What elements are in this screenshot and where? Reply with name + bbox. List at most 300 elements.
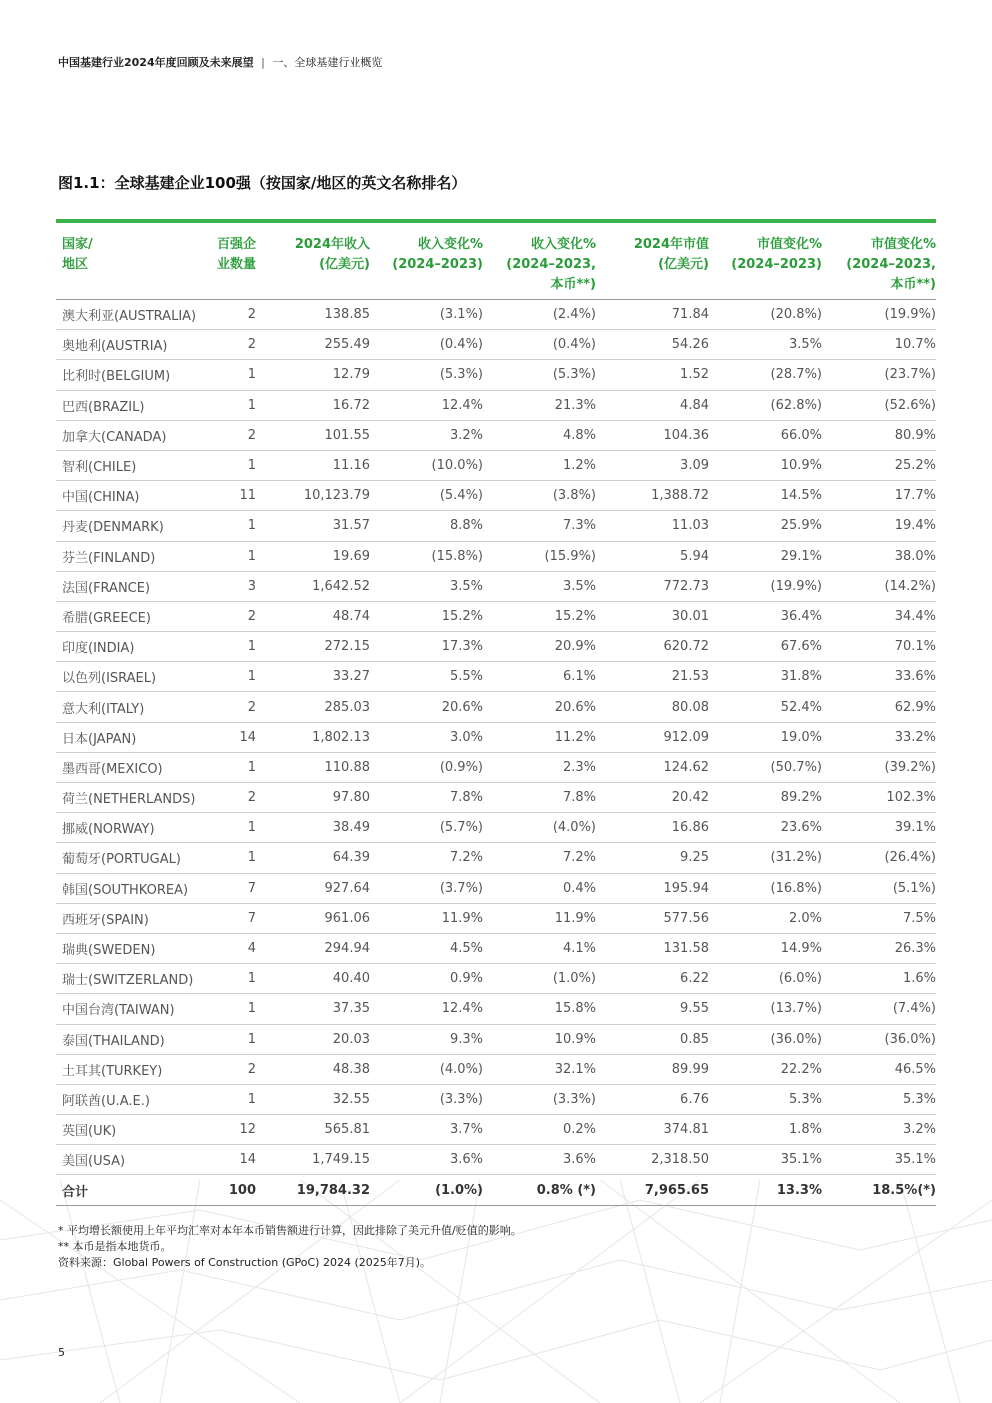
value-cell: 7.3% (483, 511, 596, 541)
value-cell: 110.88 (256, 752, 370, 782)
column-header-line: 业数量 (216, 257, 256, 272)
value-cell: 11.16 (256, 450, 370, 480)
value-cell: 33.2% (822, 722, 936, 752)
value-cell: 15.2% (370, 601, 483, 631)
value-cell: 20.03 (256, 1024, 370, 1054)
column-header (822, 223, 936, 300)
country-cell: 中国(CHINA) (56, 481, 206, 511)
value-cell: 15.8% (483, 994, 596, 1024)
value-cell: 48.74 (256, 601, 370, 631)
value-cell: 1 (206, 1084, 256, 1114)
footnote-2: ** 本币是指本地货币。 (58, 1240, 172, 1253)
table-row (56, 1054, 936, 1084)
value-cell: 1 (206, 390, 256, 420)
value-cell: 7.2% (370, 843, 483, 873)
column-header-line: (2024–2023, (846, 257, 936, 272)
value-cell: (4.0%) (483, 813, 596, 843)
value-cell: 89.99 (596, 1054, 709, 1084)
table-row (56, 933, 936, 963)
table-row (56, 964, 936, 994)
value-cell: 3.0% (370, 722, 483, 752)
value-cell: 104.36 (596, 420, 709, 450)
value-cell: 70.1% (822, 632, 936, 662)
value-cell: 961.06 (256, 903, 370, 933)
column-header (206, 223, 256, 300)
value-cell: (19.9%) (822, 300, 936, 330)
value-cell: 195.94 (596, 873, 709, 903)
value-cell: 565.81 (256, 1115, 370, 1145)
value-cell: 19.69 (256, 541, 370, 571)
value-cell: 1 (206, 632, 256, 662)
country-cell: 韩国(SOUTHKOREA) (56, 873, 206, 903)
value-cell: 80.08 (596, 692, 709, 722)
value-cell: (19.9%) (709, 571, 822, 601)
value-cell: 46.5% (822, 1054, 936, 1084)
value-cell: 66.0% (709, 420, 822, 450)
value-cell: 7.5% (822, 903, 936, 933)
value-cell: 14 (206, 1145, 256, 1175)
country-cell: 芬兰(FINLAND) (56, 541, 206, 571)
value-cell: (36.0%) (709, 1024, 822, 1054)
column-header (483, 223, 596, 300)
value-cell: 4.5% (370, 933, 483, 963)
country-cell: 智利(CHILE) (56, 450, 206, 480)
value-cell: 3.5% (709, 330, 822, 360)
value-cell: (7.4%) (822, 994, 936, 1024)
country-cell: 澳大利亚(AUSTRALIA) (56, 300, 206, 330)
total-value: 13.3% (709, 1175, 822, 1205)
header-separator: | (261, 56, 265, 69)
country-cell: 挪威(NORWAY) (56, 813, 206, 843)
value-cell: 1,642.52 (256, 571, 370, 601)
value-cell: 1 (206, 1024, 256, 1054)
value-cell: 1,802.13 (256, 722, 370, 752)
country-cell: 比利时(BELGIUM) (56, 360, 206, 390)
value-cell: 1 (206, 541, 256, 571)
value-cell: (5.3%) (483, 360, 596, 390)
value-cell: 1,388.72 (596, 481, 709, 511)
value-cell: 3.6% (483, 1145, 596, 1175)
value-cell: 5.3% (822, 1084, 936, 1114)
value-cell: (5.1%) (822, 873, 936, 903)
value-cell: 14 (206, 722, 256, 752)
value-cell: 1 (206, 813, 256, 843)
country-cell: 奥地利(AUSTRIA) (56, 330, 206, 360)
document-title: 中国基建行业2024年度回顾及未来展望 (58, 56, 254, 69)
value-cell: 374.81 (596, 1115, 709, 1145)
value-cell: 16.72 (256, 390, 370, 420)
value-cell: 67.6% (709, 632, 822, 662)
column-header-line: 2024年市值 (633, 237, 709, 252)
value-cell: (3.8%) (483, 481, 596, 511)
country-cell: 瑞士(SWITZERLAND) (56, 964, 206, 994)
footnotes (58, 1223, 522, 1271)
value-cell: 285.03 (256, 692, 370, 722)
value-cell: 912.09 (596, 722, 709, 752)
value-cell: (31.2%) (709, 843, 822, 873)
footnote-1: * 平均增长额使用上年平均汇率对本年本币销售额进行计算，因此排除了美元升值/贬值的影响。 (58, 1224, 522, 1237)
country-cell: 意大利(ITALY) (56, 692, 206, 722)
country-cell: 以色列(ISRAEL) (56, 662, 206, 692)
value-cell: 21.3% (483, 390, 596, 420)
table-row (56, 541, 936, 571)
value-cell: 8.8% (370, 511, 483, 541)
value-cell: 3.6% (370, 1145, 483, 1175)
value-cell: 1.8% (709, 1115, 822, 1145)
table-row (56, 1084, 936, 1114)
value-cell: (20.8%) (709, 300, 822, 330)
country-cell: 土耳其(TURKEY) (56, 1054, 206, 1084)
value-cell: 577.56 (596, 903, 709, 933)
value-cell: 2 (206, 601, 256, 631)
value-cell: 25.2% (822, 450, 936, 480)
value-cell: 35.1% (709, 1145, 822, 1175)
value-cell: (3.7%) (370, 873, 483, 903)
value-cell: 7 (206, 873, 256, 903)
value-cell: (5.3%) (370, 360, 483, 390)
value-cell: 16.86 (596, 813, 709, 843)
value-cell: 1.52 (596, 360, 709, 390)
value-cell: 38.0% (822, 541, 936, 571)
column-header-line: 本币**) (550, 277, 596, 292)
value-cell: (0.4%) (483, 330, 596, 360)
value-cell: 22.2% (709, 1054, 822, 1084)
column-header-line: 市值变化% (870, 237, 936, 252)
value-cell: 101.55 (256, 420, 370, 450)
value-cell: 20.6% (483, 692, 596, 722)
table-row (56, 1145, 936, 1175)
value-cell: 272.15 (256, 632, 370, 662)
value-cell: 37.35 (256, 994, 370, 1024)
total-value: 18.5%(*) (822, 1175, 936, 1205)
value-cell: 35.1% (822, 1145, 936, 1175)
value-cell: 3.2% (370, 420, 483, 450)
table-row (56, 420, 936, 450)
column-header-line: (2024–2023) (731, 257, 822, 272)
page-header (58, 54, 382, 70)
column-header (256, 223, 370, 300)
value-cell: 17.3% (370, 632, 483, 662)
value-cell: 11.9% (370, 903, 483, 933)
value-cell: (23.7%) (822, 360, 936, 390)
value-cell: 33.27 (256, 662, 370, 692)
country-cell: 中国台湾(TAIWAN) (56, 994, 206, 1024)
value-cell: 3 (206, 571, 256, 601)
value-cell: 11 (206, 481, 256, 511)
value-cell: 2.3% (483, 752, 596, 782)
table-row (56, 632, 936, 662)
value-cell: 14.9% (709, 933, 822, 963)
value-cell: 4.84 (596, 390, 709, 420)
value-cell: 2 (206, 330, 256, 360)
table-row (56, 783, 936, 813)
value-cell: 21.53 (596, 662, 709, 692)
value-cell: (4.0%) (370, 1054, 483, 1084)
value-cell: 20.9% (483, 632, 596, 662)
value-cell: 64.39 (256, 843, 370, 873)
country-cell: 美国(USA) (56, 1145, 206, 1175)
total-value: 0.8% (*) (483, 1175, 596, 1205)
country-cell: 泰国(THAILAND) (56, 1024, 206, 1054)
table-row (56, 662, 936, 692)
table-row (56, 873, 936, 903)
value-cell: 97.80 (256, 783, 370, 813)
column-header-line: (亿美元) (658, 257, 709, 272)
value-cell: 10.7% (822, 330, 936, 360)
value-cell: 6.1% (483, 662, 596, 692)
value-cell: 15.2% (483, 601, 596, 631)
table-row (56, 390, 936, 420)
value-cell: 1.6% (822, 964, 936, 994)
value-cell: 6.76 (596, 1084, 709, 1114)
column-header (370, 223, 483, 300)
source-note: 资料来源：Global Powers of Construction (GPoC) 2024 (2025年7月)。 (58, 1256, 432, 1269)
table-row (56, 752, 936, 782)
country-cell: 日本(JAPAN) (56, 722, 206, 752)
value-cell: 1 (206, 994, 256, 1024)
value-cell: (0.4%) (370, 330, 483, 360)
value-cell: 1 (206, 752, 256, 782)
value-cell: 3.2% (822, 1115, 936, 1145)
country-cell: 西班牙(SPAIN) (56, 903, 206, 933)
value-cell: (10.0%) (370, 450, 483, 480)
country-cell: 丹麦(DENMARK) (56, 511, 206, 541)
total-value: 19,784.32 (256, 1175, 370, 1205)
column-header-line: (2024–2023) (392, 257, 483, 272)
value-cell: 124.62 (596, 752, 709, 782)
value-cell: 2 (206, 692, 256, 722)
column-header-line: 本币**) (890, 277, 936, 292)
value-cell: 1.2% (483, 450, 596, 480)
value-cell: 294.94 (256, 933, 370, 963)
value-cell: 11.9% (483, 903, 596, 933)
value-cell: (36.0%) (822, 1024, 936, 1054)
value-cell: (5.4%) (370, 481, 483, 511)
value-cell: (15.9%) (483, 541, 596, 571)
value-cell: 7.8% (483, 783, 596, 813)
value-cell: 25.9% (709, 511, 822, 541)
value-cell: 138.85 (256, 300, 370, 330)
country-cell: 荷兰(NETHERLANDS) (56, 783, 206, 813)
value-cell: 40.40 (256, 964, 370, 994)
value-cell: 1 (206, 511, 256, 541)
value-cell: (2.4%) (483, 300, 596, 330)
value-cell: 5.5% (370, 662, 483, 692)
table-row (56, 843, 936, 873)
country-cell: 墨西哥(MEXICO) (56, 752, 206, 782)
page-number: 5 (58, 1346, 65, 1359)
country-cell: 阿联酋(U.A.E.) (56, 1084, 206, 1114)
value-cell: 2.0% (709, 903, 822, 933)
value-cell: 11.03 (596, 511, 709, 541)
table-row (56, 601, 936, 631)
total-label: 合计 (56, 1175, 206, 1205)
value-cell: 33.6% (822, 662, 936, 692)
column-header-line: 收入变化% (530, 237, 596, 252)
value-cell: (28.7%) (709, 360, 822, 390)
country-cell: 法国(FRANCE) (56, 571, 206, 601)
column-header-line: (2024–2023, (506, 257, 596, 272)
value-cell: 1 (206, 964, 256, 994)
value-cell: 31.8% (709, 662, 822, 692)
value-cell: 2 (206, 783, 256, 813)
value-cell: 89.2% (709, 783, 822, 813)
value-cell: 31.57 (256, 511, 370, 541)
figure-title: 图1.1：全球基建企业100强（按国家/地区的英文名称排名） (58, 174, 467, 192)
table-row (56, 692, 936, 722)
value-cell: 1 (206, 450, 256, 480)
table-row (56, 300, 936, 330)
value-cell: 3.5% (483, 571, 596, 601)
value-cell: 48.38 (256, 1054, 370, 1084)
country-cell: 瑞典(SWEDEN) (56, 933, 206, 963)
value-cell: 1 (206, 843, 256, 873)
value-cell: 10,123.79 (256, 481, 370, 511)
column-header-line: 收入变化% (417, 237, 483, 252)
value-cell: (52.6%) (822, 390, 936, 420)
value-cell: 12 (206, 1115, 256, 1145)
country-cell: 加拿大(CANADA) (56, 420, 206, 450)
value-cell: 3.09 (596, 450, 709, 480)
value-cell: 7.2% (483, 843, 596, 873)
value-cell: 12.79 (256, 360, 370, 390)
value-cell: 0.4% (483, 873, 596, 903)
value-cell: 772.73 (596, 571, 709, 601)
table-header-row (56, 223, 936, 300)
value-cell: 17.7% (822, 481, 936, 511)
table-row (56, 1115, 936, 1145)
value-cell: 12.4% (370, 994, 483, 1024)
value-cell: 38.49 (256, 813, 370, 843)
total-value: 7,965.65 (596, 1175, 709, 1205)
table-row (56, 360, 936, 390)
value-cell: 2 (206, 420, 256, 450)
table-row (56, 330, 936, 360)
value-cell: 9.3% (370, 1024, 483, 1054)
country-cell: 希腊(GREECE) (56, 601, 206, 631)
column-header (56, 223, 206, 300)
value-cell: 1,749.15 (256, 1145, 370, 1175)
value-cell: 71.84 (596, 300, 709, 330)
value-cell: 32.1% (483, 1054, 596, 1084)
value-cell: (3.1%) (370, 300, 483, 330)
value-cell: 4.8% (483, 420, 596, 450)
value-cell: 19.4% (822, 511, 936, 541)
value-cell: 10.9% (483, 1024, 596, 1054)
value-cell: 62.9% (822, 692, 936, 722)
column-header-line: 百强企 (216, 237, 256, 252)
value-cell: 80.9% (822, 420, 936, 450)
value-cell: 9.55 (596, 994, 709, 1024)
value-cell: (14.2%) (822, 571, 936, 601)
table-row (56, 903, 936, 933)
value-cell: (26.4%) (822, 843, 936, 873)
value-cell: (3.3%) (483, 1084, 596, 1114)
column-header-line: 2024年收入 (294, 237, 370, 252)
value-cell: 39.1% (822, 813, 936, 843)
value-cell: 29.1% (709, 541, 822, 571)
country-cell: 印度(INDIA) (56, 632, 206, 662)
value-cell: 102.3% (822, 783, 936, 813)
table-row (56, 571, 936, 601)
value-cell: 30.01 (596, 601, 709, 631)
value-cell: 2 (206, 300, 256, 330)
value-cell: 54.26 (596, 330, 709, 360)
value-cell: (16.8%) (709, 873, 822, 903)
table-row (56, 994, 936, 1024)
value-cell: 9.25 (596, 843, 709, 873)
value-cell: (1.0%) (483, 964, 596, 994)
value-cell: 5.94 (596, 541, 709, 571)
value-cell: 3.5% (370, 571, 483, 601)
value-cell: 4 (206, 933, 256, 963)
value-cell: 20.6% (370, 692, 483, 722)
value-cell: 26.3% (822, 933, 936, 963)
value-cell: 255.49 (256, 330, 370, 360)
column-header-line: 地区 (62, 257, 89, 272)
value-cell: 1 (206, 360, 256, 390)
value-cell: (50.7%) (709, 752, 822, 782)
value-cell: 0.9% (370, 964, 483, 994)
value-cell: 0.2% (483, 1115, 596, 1145)
table-row (56, 450, 936, 480)
total-value: (1.0%) (370, 1175, 483, 1205)
total-value: 100 (206, 1175, 256, 1205)
column-header (709, 223, 822, 300)
value-cell: 19.0% (709, 722, 822, 752)
value-cell: 36.4% (709, 601, 822, 631)
table-row (56, 813, 936, 843)
table-row (56, 511, 936, 541)
column-header-line: 市值变化% (756, 237, 822, 252)
value-cell: (6.0%) (709, 964, 822, 994)
value-cell: 1 (206, 662, 256, 692)
value-cell: (5.7%) (370, 813, 483, 843)
background-mesh-decoration (0, 1180, 992, 1403)
country-cell: 葡萄牙(PORTUGAL) (56, 843, 206, 873)
value-cell: 11.2% (483, 722, 596, 752)
country-cell: 巴西(BRAZIL) (56, 390, 206, 420)
total-row (56, 1175, 936, 1205)
value-cell: 20.42 (596, 783, 709, 813)
country-ranking-table (56, 219, 936, 1206)
value-cell: 23.6% (709, 813, 822, 843)
country-cell: 英国(UK) (56, 1115, 206, 1145)
table-row (56, 1024, 936, 1054)
value-cell: 6.22 (596, 964, 709, 994)
value-cell: 5.3% (709, 1084, 822, 1114)
value-cell: (13.7%) (709, 994, 822, 1024)
section-title: 一、全球基建行业概览 (272, 56, 383, 69)
value-cell: 52.4% (709, 692, 822, 722)
value-cell: 2 (206, 1054, 256, 1084)
value-cell: 3.7% (370, 1115, 483, 1145)
value-cell: 620.72 (596, 632, 709, 662)
value-cell: 131.58 (596, 933, 709, 963)
value-cell: (3.3%) (370, 1084, 483, 1114)
table-row (56, 481, 936, 511)
value-cell: 12.4% (370, 390, 483, 420)
value-cell: (0.9%) (370, 752, 483, 782)
value-cell: (15.8%) (370, 541, 483, 571)
column-header-line: (亿美元) (319, 257, 370, 272)
value-cell: 2,318.50 (596, 1145, 709, 1175)
value-cell: 4.1% (483, 933, 596, 963)
table-row (56, 722, 936, 752)
value-cell: 34.4% (822, 601, 936, 631)
value-cell: 7.8% (370, 783, 483, 813)
column-header (596, 223, 709, 300)
